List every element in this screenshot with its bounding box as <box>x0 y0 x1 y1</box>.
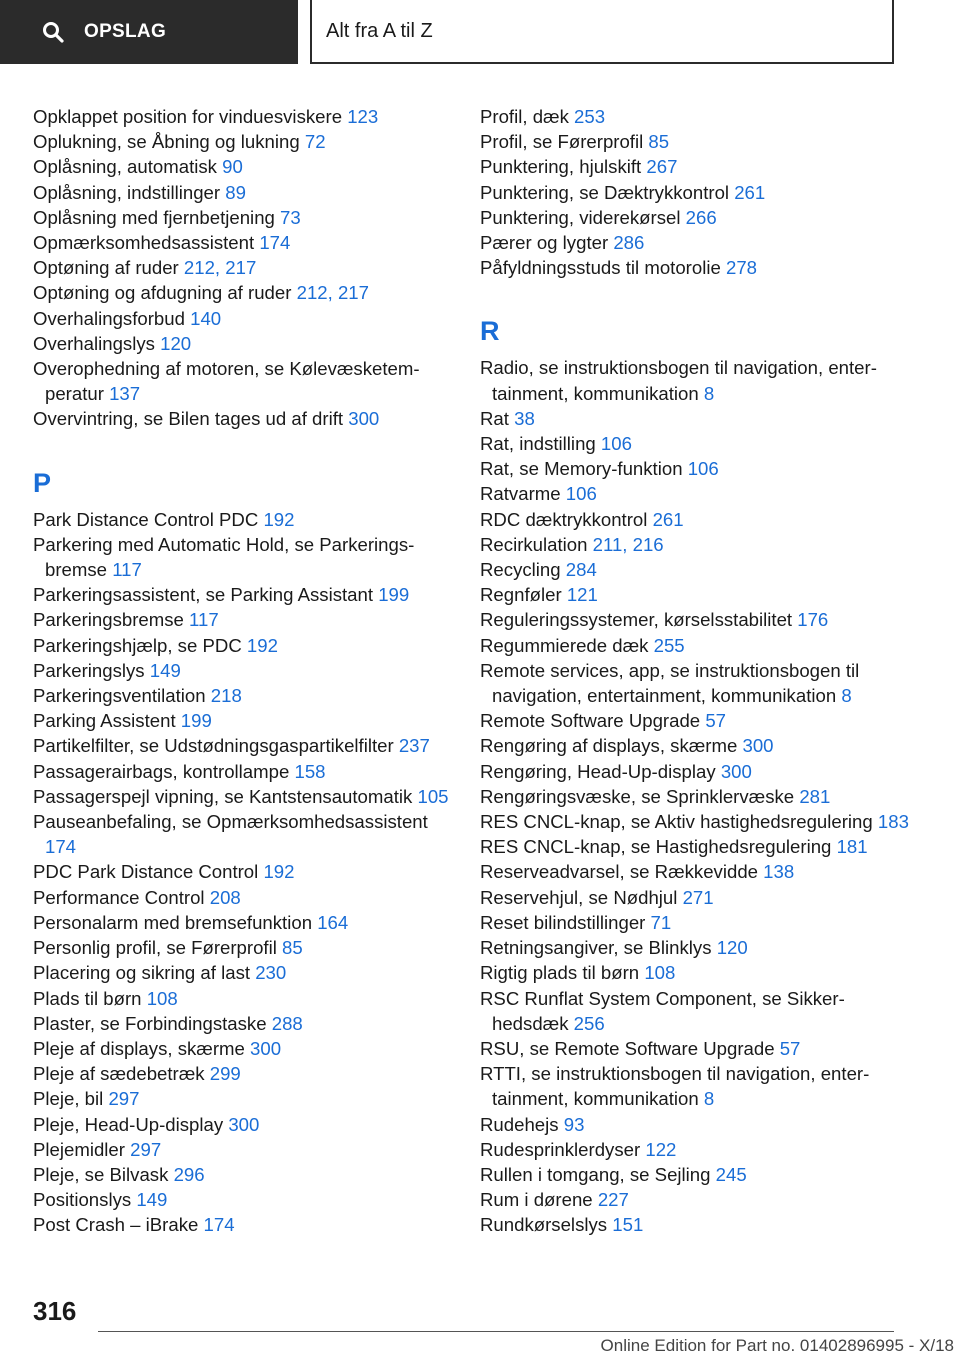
index-entry-text: Retningsangiver, se Blinklys <box>480 937 712 959</box>
index-entry-text: Pleje, bil <box>33 1088 104 1110</box>
index-entry-text: Rat, indstilling <box>480 433 596 455</box>
page-reference-link[interactable]: 255 <box>653 634 685 656</box>
index-letter-heading: R <box>480 316 500 347</box>
page-reference-link[interactable]: 192 <box>263 508 295 530</box>
index-entry-text: Pleje af sædebetræk <box>33 1063 205 1085</box>
index-entry-text: Overophedning af motoren, se Kølevæsketemperatur <box>33 358 420 405</box>
index-entry-text: Recycling <box>480 559 561 581</box>
index-entry-text: Rengøring af displays, skærme <box>480 735 738 757</box>
page-reference-link[interactable]: 174 <box>203 1214 235 1236</box>
index-entry-text: RDC dæktrykkontrol <box>480 508 648 530</box>
header <box>0 0 960 66</box>
index-entry <box>33 154 463 179</box>
page-reference-link[interactable]: 90 <box>222 156 243 178</box>
index-entry-text: Optøning og afdugning af ruder <box>33 282 292 304</box>
page-reference-link[interactable]: 72 <box>304 131 326 153</box>
index-entry <box>480 784 910 809</box>
search-icon <box>42 21 64 43</box>
index-entry-text: Plaster, se Forbindingstaske <box>33 1012 267 1034</box>
index-entry <box>480 1137 910 1162</box>
page-number: 316 <box>33 1296 77 1326</box>
index-entry <box>33 607 463 632</box>
index-entry-text: Påfyldningsstuds til motorolie <box>480 257 721 279</box>
page-reference-link[interactable]: 174 <box>45 836 77 858</box>
index-entry <box>480 859 910 884</box>
index-entry-text: Recirkulation <box>480 533 588 555</box>
index-entry <box>33 205 463 230</box>
page-reference-link[interactable]: 297 <box>130 1138 162 1160</box>
index-entry-text: Oplåsning med fjernbetjening <box>33 206 275 228</box>
index-entry <box>33 104 463 129</box>
index-entry-text: Performance Control <box>33 886 205 908</box>
index-entry-text: Remote Software Upgrade <box>480 710 701 732</box>
index-entry <box>33 1061 463 1086</box>
index-entry-text: Placering og sikring af last <box>33 962 251 984</box>
page-reference-link[interactable]: 108 <box>146 987 178 1009</box>
index-entry <box>33 633 463 658</box>
index-entry <box>480 355 910 405</box>
section-title-tab[interactable] <box>310 0 894 64</box>
index-entry <box>480 759 910 784</box>
index-entry-text: Radio, se instruktionsbogen til navigation, entertainment, kommunikation <box>480 357 877 404</box>
index-entry <box>33 733 463 758</box>
index-entry-text: Punktering, hjulskift <box>480 156 642 178</box>
page-reference-link[interactable]: 38 <box>514 407 535 429</box>
index-entry <box>480 935 910 960</box>
index-entry-text: Parking Assistent <box>33 710 176 732</box>
page-reference-link[interactable]: 300 <box>742 735 774 757</box>
page-reference-link[interactable]: 266 <box>685 206 717 228</box>
index-entry-text: Pleje, Head-Up-display <box>33 1113 224 1135</box>
index-entry-text: Reserveadvarsel, se Rækkevidde <box>480 861 758 883</box>
index-entry <box>480 1112 910 1137</box>
index-entry <box>33 1162 463 1187</box>
index-letter-heading: P <box>33 467 52 498</box>
index-entry <box>33 255 463 280</box>
page-reference-link[interactable]: 192 <box>246 634 278 656</box>
index-entry <box>33 1036 463 1061</box>
index-entry-text: Rengøringsvæske, se Sprinklervæske <box>480 785 795 807</box>
page-reference-link[interactable]: 106 <box>687 458 719 480</box>
index-entry <box>33 582 463 607</box>
index-entry <box>480 960 910 985</box>
page-reference-link[interactable]: 8 <box>703 1088 715 1110</box>
index-entry-text: Post Crash – iBrake <box>33 1214 199 1236</box>
index-entry <box>33 280 463 305</box>
index-entry <box>480 658 910 708</box>
page-reference-link[interactable]: 199 <box>180 710 212 732</box>
page-reference-link[interactable]: 106 <box>600 433 632 455</box>
index-entry <box>480 708 910 733</box>
index-entry-text: Rigtig plads til børn <box>480 962 640 984</box>
page-reference-link[interactable]: 253 <box>574 106 606 127</box>
page-reference-link[interactable]: 106 <box>565 483 597 505</box>
index-entry <box>480 104 910 129</box>
index-entry <box>33 180 463 205</box>
index-entry-text: RSU, se Remote Software Upgrade <box>480 1037 775 1059</box>
index-entry-text: Punktering, se Dæktrykkontrol <box>480 181 730 203</box>
index-entry-text: Oplåsning, indstillinger <box>33 181 221 203</box>
index-entry <box>480 834 910 859</box>
index-entry <box>33 507 463 532</box>
index-entry-text: Regnføler <box>480 584 562 606</box>
index-entry <box>480 733 910 758</box>
page-reference-link[interactable]: 237 <box>398 735 430 757</box>
index-entry <box>480 532 910 557</box>
index-entry-text: Plejemidler <box>33 1138 125 1160</box>
index-entry-text: Reservehjul, se Nødhjul <box>480 886 678 908</box>
index-entry-text: Partikelfilter, se Udstødningsgaspartikelfilter <box>33 735 394 757</box>
index-entry-text: Parkeringsassistent, se Parking Assistant <box>33 584 374 606</box>
index-entry <box>480 406 910 431</box>
page-reference-link[interactable]: 85 <box>282 937 303 959</box>
index-entry <box>480 607 910 632</box>
page-reference-link[interactable]: 212, 217 <box>183 257 257 279</box>
index-entry-text: Oplåsning, automatisk <box>33 156 217 178</box>
page-reference-link[interactable]: 300 <box>720 760 752 782</box>
index-entry <box>33 356 463 406</box>
index-entry-text: Punktering, viderekørsel <box>480 206 681 228</box>
index-entry <box>480 456 910 481</box>
page-reference-link[interactable]: 57 <box>779 1037 801 1059</box>
page-reference-link[interactable]: 85 <box>648 131 670 153</box>
page-reference-link[interactable]: 208 <box>209 886 241 908</box>
index-entry-text: Plads til børn <box>33 987 142 1009</box>
index-entry <box>33 910 463 935</box>
index-entry <box>480 431 910 456</box>
index-entry-text: Opmærksomhedsassistent <box>33 232 255 254</box>
index-entry-text: Pleje, se Bilvask <box>33 1163 169 1185</box>
page-reference-link[interactable]: 300 <box>228 1113 260 1135</box>
page-reference-link[interactable]: 176 <box>797 609 829 631</box>
index-entry <box>33 960 463 985</box>
index-entry-text: PDC Park Distance Control <box>33 861 259 883</box>
edition-note: Online Edition for Part no. 01402896995 - X/18 <box>600 1336 954 1355</box>
index-entry-text: Rudehejs <box>480 1113 559 1135</box>
index-entry <box>480 809 910 834</box>
page-reference-link[interactable]: 123 <box>347 106 379 127</box>
index-entry <box>33 1086 463 1111</box>
search-tab-label: OPSLAG <box>84 21 167 42</box>
index-entry <box>480 582 910 607</box>
page-reference-link[interactable]: 149 <box>149 659 181 681</box>
page-reference-link[interactable]: 300 <box>250 1037 282 1059</box>
index-entry-text: Personalarm med bremsefunktion <box>33 911 313 933</box>
index-entry-text: Rengøring, Head-Up-display <box>480 760 716 782</box>
index-entry <box>33 406 463 431</box>
index-entry <box>480 507 910 532</box>
index-entry-text: Overvintring, se Bilen tages ud af drift <box>33 408 344 430</box>
index-entry <box>480 1036 910 1061</box>
index-entry <box>480 230 910 255</box>
index-entry-text: Profil, dæk <box>480 106 569 127</box>
footer-divider <box>98 1331 894 1332</box>
search-tab[interactable] <box>0 0 298 64</box>
index-entry-text: Passagerspejl vipning, se Kantstensautomatik <box>33 785 413 807</box>
index-entry <box>480 1162 910 1187</box>
index-entry <box>33 230 463 255</box>
page-reference-link[interactable]: 261 <box>734 181 766 203</box>
index-entry <box>480 557 910 582</box>
index-entry-text: Passagerairbags, kontrollampe <box>33 760 290 782</box>
index-entry-text: RES CNCL-knap, se Aktiv hastighedsregulering <box>480 811 873 833</box>
index-entry <box>480 1187 910 1212</box>
index-entry <box>480 154 910 179</box>
index-entry <box>33 759 463 784</box>
index-entry-text: Rat <box>480 407 509 429</box>
page-reference-link[interactable]: 122 <box>645 1138 677 1160</box>
index-entry-text: Rullen i tomgang, se Sejling <box>480 1163 711 1185</box>
index-entry <box>480 986 910 1036</box>
index-entry <box>33 885 463 910</box>
page-reference-link[interactable]: 183 <box>877 811 909 833</box>
index-entry-text: Rat, se Memory-funktion <box>480 458 683 480</box>
index-entry <box>480 633 910 658</box>
index-entry <box>480 205 910 230</box>
index-entry <box>480 255 910 280</box>
index-entry-text: Positionslys <box>33 1189 132 1211</box>
page-reference-link[interactable]: 256 <box>573 1012 605 1034</box>
index-entry <box>33 1137 463 1162</box>
index-entry <box>33 935 463 960</box>
page-reference-link[interactable]: 300 <box>348 408 380 430</box>
page-reference-link[interactable]: 8 <box>841 685 852 707</box>
page-reference-link[interactable]: 149 <box>136 1189 168 1211</box>
index-entry <box>33 1011 463 1036</box>
page-reference-link[interactable]: 299 <box>209 1063 241 1085</box>
page-reference-link[interactable]: 138 <box>763 861 795 883</box>
page-reference-link[interactable]: 245 <box>715 1163 747 1185</box>
page-reference-link[interactable]: 57 <box>705 710 726 732</box>
page-reference-link[interactable]: 284 <box>565 559 597 581</box>
page-reference-link[interactable]: 288 <box>271 1012 303 1034</box>
page-reference-link[interactable]: 174 <box>259 232 291 254</box>
page-reference-link[interactable]: 199 <box>378 584 410 606</box>
index-entry <box>480 129 910 154</box>
index-column-left <box>33 104 463 1238</box>
index-entry-text: Parkeringsventilation <box>33 685 206 707</box>
page-reference-link[interactable]: 227 <box>597 1189 629 1211</box>
page-reference-link[interactable]: 151 <box>612 1214 644 1236</box>
page-reference-link[interactable]: 297 <box>108 1088 140 1110</box>
index-entry <box>33 784 463 809</box>
page-reference-link[interactable]: 117 <box>189 609 219 631</box>
index-entry-text: RSC Runflat System Component, se Sikkerhedsdæk <box>480 987 845 1034</box>
index-entry <box>33 1112 463 1137</box>
page-reference-link[interactable]: 121 <box>566 584 598 606</box>
index-entry <box>33 1212 463 1237</box>
page-reference-link[interactable]: 261 <box>652 508 684 530</box>
page-reference-link[interactable]: 71 <box>650 911 672 933</box>
page-reference-link[interactable]: 8 <box>703 382 715 404</box>
index-entry <box>33 809 463 859</box>
page-reference-link[interactable]: 117 <box>112 559 142 581</box>
index-entry-text: Parkeringslys <box>33 659 145 681</box>
index-entry-text: Rum i dørene <box>480 1189 593 1211</box>
index-entry-text: Personlig profil, se Førerprofil <box>33 937 277 959</box>
page-reference-link[interactable]: 105 <box>417 785 449 807</box>
page-reference-link[interactable]: 212, 217 <box>296 282 369 304</box>
page-reference-link[interactable]: 140 <box>190 307 222 329</box>
page-reference-link[interactable]: 271 <box>682 886 714 908</box>
index-entry <box>480 481 910 506</box>
index-entry <box>33 1187 463 1212</box>
page-reference-link[interactable]: 120 <box>716 937 748 959</box>
page-reference-link[interactable]: 120 <box>160 332 192 354</box>
index-entry-text: Overhalingslys <box>33 332 155 354</box>
index-entry <box>33 306 463 331</box>
index-entry-text: Reguleringssystemer, kørselsstabilitet <box>480 609 793 631</box>
index-entry-text: Pærer og lygter <box>480 232 609 254</box>
index-entry-text: Opklappet position for vinduesviskere <box>33 106 343 127</box>
page-reference-link[interactable]: 192 <box>263 861 295 883</box>
index-entry-text: Parkeringshjælp, se PDC <box>33 634 242 656</box>
page-reference-link[interactable]: 181 <box>836 836 868 858</box>
page-reference-link[interactable]: 89 <box>225 181 246 203</box>
index-entry-text: Pleje af displays, skærme <box>33 1037 245 1059</box>
index-entry <box>33 658 463 683</box>
index-entry-text: Reset bilindstillinger <box>480 911 646 933</box>
index-entry <box>33 129 463 154</box>
index-entry-text: Park Distance Control PDC <box>33 508 259 530</box>
index-entry <box>480 910 910 935</box>
index-entry <box>480 1061 910 1111</box>
index-entry-text: Rundkørselslys <box>480 1214 608 1236</box>
page-reference-link[interactable]: 158 <box>294 760 326 782</box>
index-entry <box>480 180 910 205</box>
page-reference-link[interactable]: 230 <box>255 962 287 984</box>
page-reference-link[interactable]: 281 <box>799 785 831 807</box>
page-reference-link[interactable]: 164 <box>317 911 349 933</box>
index-entry-text: Overhalingsforbud <box>33 307 185 329</box>
index-entry <box>33 532 463 582</box>
index-entry <box>33 708 463 733</box>
index-column-right <box>480 104 910 1238</box>
index-entry <box>33 986 463 1011</box>
page-reference-link[interactable]: 73 <box>280 206 301 228</box>
page-reference-link[interactable]: 267 <box>646 156 678 178</box>
page-reference-link[interactable]: 108 <box>644 962 676 984</box>
page-reference-link[interactable]: 218 <box>210 685 242 707</box>
index-entry <box>480 1212 910 1237</box>
page-reference-link[interactable]: 137 <box>109 383 141 405</box>
index-entry-text: RTTI, se instruktionsbogen til navigation, entertainment, kommunikation <box>480 1063 870 1110</box>
page-reference-link[interactable]: 286 <box>613 232 645 254</box>
index-entry-text: Oplukning, se Åbning og lukning <box>33 131 300 153</box>
index-entry-text: RES CNCL-knap, se Hastighedsregulering <box>480 836 832 858</box>
index-entry <box>480 885 910 910</box>
section-title: Alt fra A til Z <box>326 19 433 42</box>
index-entry-text: Profil, se Førerprofil <box>480 131 644 153</box>
index-entry <box>33 683 463 708</box>
page-reference-link[interactable]: 93 <box>563 1113 585 1135</box>
index-entry-text: Optøning af ruder <box>33 257 179 279</box>
index-entry-text: Pauseanbefaling, se Opmærksomhedsassistent <box>33 811 428 833</box>
page-reference-link[interactable]: 296 <box>173 1163 205 1185</box>
index-entry-text: Regummierede dæk <box>480 634 649 656</box>
index-entry-text: Rudesprinklerdyser <box>480 1138 641 1160</box>
index-entry <box>33 331 463 356</box>
index-entry-text: Ratvarme <box>480 483 561 505</box>
index-entry-text: Remote services, app, se instruktionsbogen til navigation, entertainment, kommunikation <box>480 659 860 707</box>
index-entry <box>33 859 463 884</box>
page-reference-link[interactable]: 211, 216 <box>592 533 664 555</box>
page-reference-link[interactable]: 278 <box>725 257 758 279</box>
index-entry-text: Parkering med Automatic Hold, se Parkeringsbremse <box>33 533 415 581</box>
index-entry-text: Parkeringsbremse <box>33 609 184 631</box>
